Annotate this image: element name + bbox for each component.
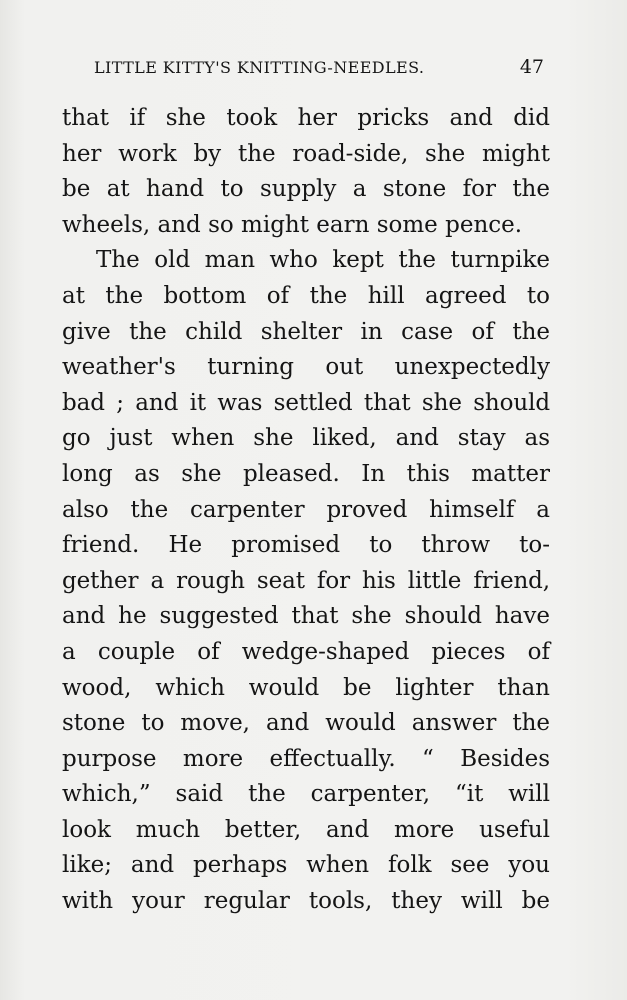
text-line: a couple of wedge-shaped pieces of xyxy=(62,638,550,665)
text-line: also the carpenter proved himself a xyxy=(62,496,550,523)
text-line: friend. He promised to throw to- xyxy=(62,532,550,559)
body-text xyxy=(62,101,550,920)
page-number: 47 xyxy=(519,56,544,78)
text-line: bad ; and it was settled that she should xyxy=(62,389,550,416)
text-line: that if she took her pricks and did xyxy=(62,105,550,131)
text-line: like; and perhaps when folk see you xyxy=(62,852,550,879)
text-line: stone to move, and would answer the xyxy=(62,710,550,737)
text-line: which,” said the carpenter, “it will xyxy=(62,781,550,808)
text-line: long as she pleased. In this matter xyxy=(62,460,550,487)
text-line: weather's turning out unexpectedly xyxy=(62,354,550,381)
text-line: her work by the road-side, she might xyxy=(62,140,550,167)
text-line: with your regular tools, they will be xyxy=(62,888,550,915)
text-line: The old man who kept the turnpike xyxy=(96,247,550,274)
text-line: be at hand to supply a stone for the xyxy=(62,176,550,203)
text-line: gether a rough seat for his little friend, xyxy=(62,567,550,594)
text-line: at the bottom of the hill agreed to xyxy=(62,282,550,309)
text-line: and he suggested that she should have xyxy=(62,603,550,630)
text-line: wheels, and so might earn some pence. xyxy=(62,211,523,238)
page-header xyxy=(94,58,544,82)
text-line: wood, which would be lighter than xyxy=(62,674,550,701)
text-line: go just when she liked, and stay as xyxy=(62,425,550,452)
text-line: purpose more effectually. “ Besides xyxy=(62,745,550,772)
text-line: look much better, and more useful xyxy=(62,816,550,843)
running-title: LITTLE KITTY'S KNITTING-NEEDLES. xyxy=(94,58,425,77)
text-line: give the child shelter in case of the xyxy=(62,318,550,345)
